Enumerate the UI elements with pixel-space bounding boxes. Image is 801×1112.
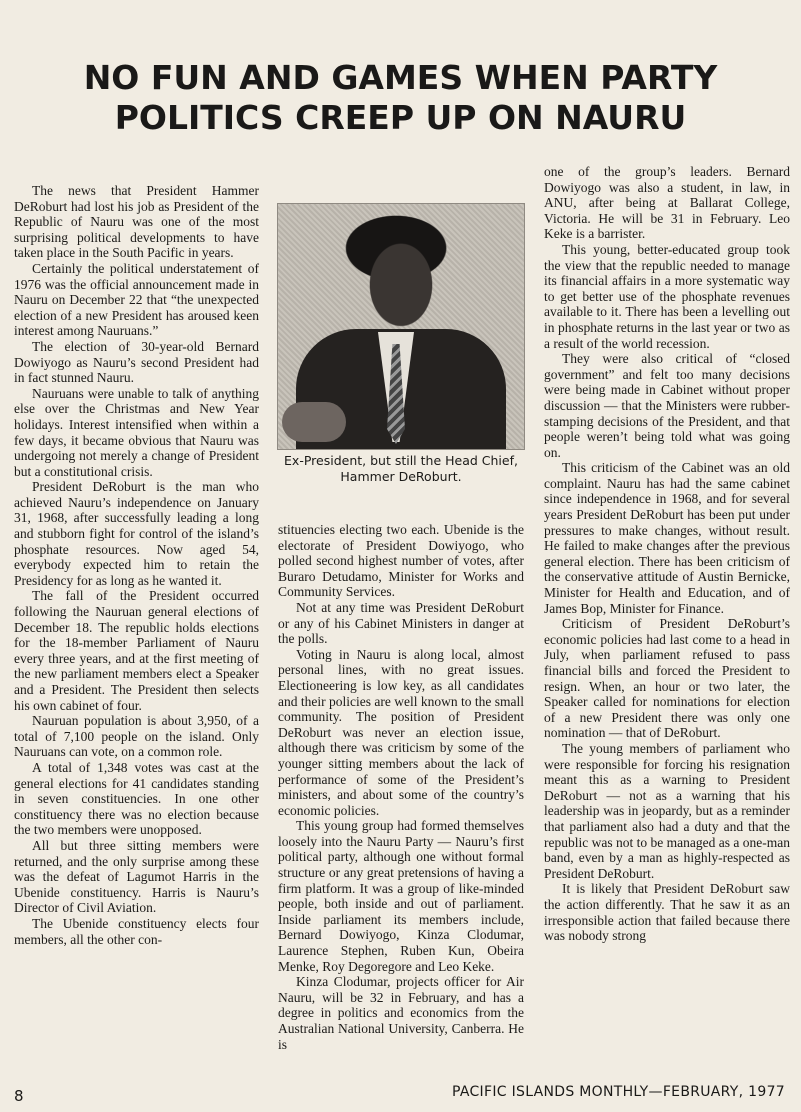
paragraph: They were also critical of “closed government” and felt too many decisions were being made in Cabinet without proper discussion — that the Ministers were rubber-stamping decisions of the President, and that people weren’t being told what was going on.	[544, 351, 790, 460]
paragraph: A total of 1,348 votes was cast at the general elections for 41 candidates standing in seven constituencies. In one other constituency there was no election because the two members were unopposed.	[14, 759, 259, 838]
publication-footer: PACIFIC ISLANDS MONTHLY—FEBRUARY, 1977	[451, 1084, 785, 1100]
paragraph: Voting in Nauru is along local, almost personal lines, with no great issues. Electioneering is low key, as all candidates and their policies are well known to the small community. The position of President DeRoburt was never an election issue, although there was criticism by some of the younger sitting members about the lack of performance of some of the President’s ministers, and about some of the country’s economic policies.	[278, 646, 524, 818]
paragraph: It is likely that President DeRoburt saw the action differently. That he saw it as an irresponsible action that failed because there was nobody strong	[544, 881, 790, 944]
paragraph: The news that President Hammer DeRoburt had lost his job as President of the Republic of Nauru was one of the most surprising political developments to have taken place in the South Pacific in years.	[14, 183, 259, 261]
portrait-photo-icon	[277, 203, 525, 450]
article-column-2	[278, 522, 524, 1067]
paragraph: President DeRoburt is the man who achieved Nauru’s independence on January 31, 1968, after successfully leading a long and stubborn fight for control of the island’s phosphate resources. Now aged 54, everybody expected him to retain the Presidency for as long as he wanted it.	[14, 479, 259, 588]
paragraph: Kinza Clodumar, projects officer for Air Nauru, will be 32 in February, and has a degree in politics and economics from the Australian National University, Canberra. He is	[278, 974, 524, 1052]
paragraph: This criticism of the Cabinet was an old complaint. Nauru has had the same cabinet since independence in 1968, and for several years President DeRoburt has been put under pressures to make changes, without result. He failed to make changes after the previous general election. There has been criticism of the conservative attitude of Austin Bernicke, Minister for Health and Education, and of James Bop, Minister for Finance.	[544, 460, 790, 616]
article-column-3	[544, 164, 790, 1064]
photo-caption: Ex-President, but still the Head Chief, Hammer DeRoburt.	[284, 453, 518, 484]
paragraph: The Ubenide constituency elects four members, all the other con-	[14, 915, 259, 947]
paragraph: This young, better-educated group took the view that the republic needed to manage its financial affairs in a more systematic way to get better use of the phosphate revenues available to it. There has been a levelling out in phosphate returns in the last year or two as a result of the world recession.	[544, 241, 790, 351]
paragraph: This young group had formed themselves loosely into the Nauru Party — Nauru’s first political party, although one without formal structure or any great pretensions of having a firm platform. It was a group of like-minded people, both inside and out of parliament. Inside parliament its members include, Bernard Dowiyogo, Kinza Clodumar, Laurence Stephen, Ruben Kun, Obeira Menke, Roy Degoregore and Leo Keke.	[278, 818, 524, 974]
paragraph: stituencies electing two each. Ubenide is the electorate of President Dowiyogo, who polled second highest number of votes, after Buraro Detudamo, Minister for Works and Community Services.	[278, 522, 524, 600]
paragraph: The young members of parliament who were responsible for forcing his resignation meant this as a warning to President DeRoburt — not as a warning that his leadership was in jeopardy, but as a reminder that parliament also had a duty and that the republic was not to be managed as a one-man band, even by a man as highly-respected as President DeRoburt.	[544, 740, 790, 881]
paragraph: Criticism of President DeRoburt’s economic policies had last come to a head in July, when parliament refused to pass financial bills and forced the President to resign. When, an hour or two later, the Speaker called for nominations for election of a new President there was only one nomination — that of DeRoburt.	[544, 616, 790, 741]
paragraph: The fall of the President occurred following the Nauruan general elections of December 18. The republic holds elections for the 18-member Parliament of Nauru every three years, and at the first meeting of the new parliament members elect a Speaker and a President. The President then selects his own cabinet of four.	[14, 588, 259, 713]
paragraph: The election of 30-year-old Bernard Dowiyogo as Nauru’s second President had in fact stunned Nauru.	[14, 338, 259, 386]
photo-hand	[282, 402, 346, 442]
paragraph: one of the group’s leaders. Bernard Dowiyogo was also a student, in law, in ANU, after being at Ballarat College, Victoria. He will be 31 in February. Leo Keke is a barrister.	[544, 164, 790, 242]
paragraph: Not at any time was President DeRoburt or any of his Cabinet Ministers in danger at the polls.	[278, 599, 524, 647]
page-number: 8	[14, 1087, 24, 1105]
paragraph: All but three sitting members were returned, and the only surprise among these was the defeat of Lagumot Harris in the Ubenide constituency. Harris is Nauru’s Director of Civil Aviation.	[14, 837, 259, 916]
paragraph: Nauruans were unable to talk of anything else over the Christmas and New Year holidays. Interest intensified when within a few days, it became obvious that Nauru was undergoing not merely a change of President but a constitutional crisis.	[14, 385, 259, 479]
paragraph: Nauruan population is about 3,950, of a total of 7,100 people on the island. Only Nauruans can vote, on a common role.	[14, 713, 259, 760]
article-headline: NO FUN AND GAMES WHEN PARTY POLITICS CREEP UP ON NAURU	[83, 58, 718, 137]
article-column-1	[14, 183, 259, 1063]
paragraph: Certainly the political understatement of 1976 was the official announcement made in Nauru on December 22 that “the unexpected election of a new President has aroused keen interest among Nauruans.”	[14, 260, 259, 339]
